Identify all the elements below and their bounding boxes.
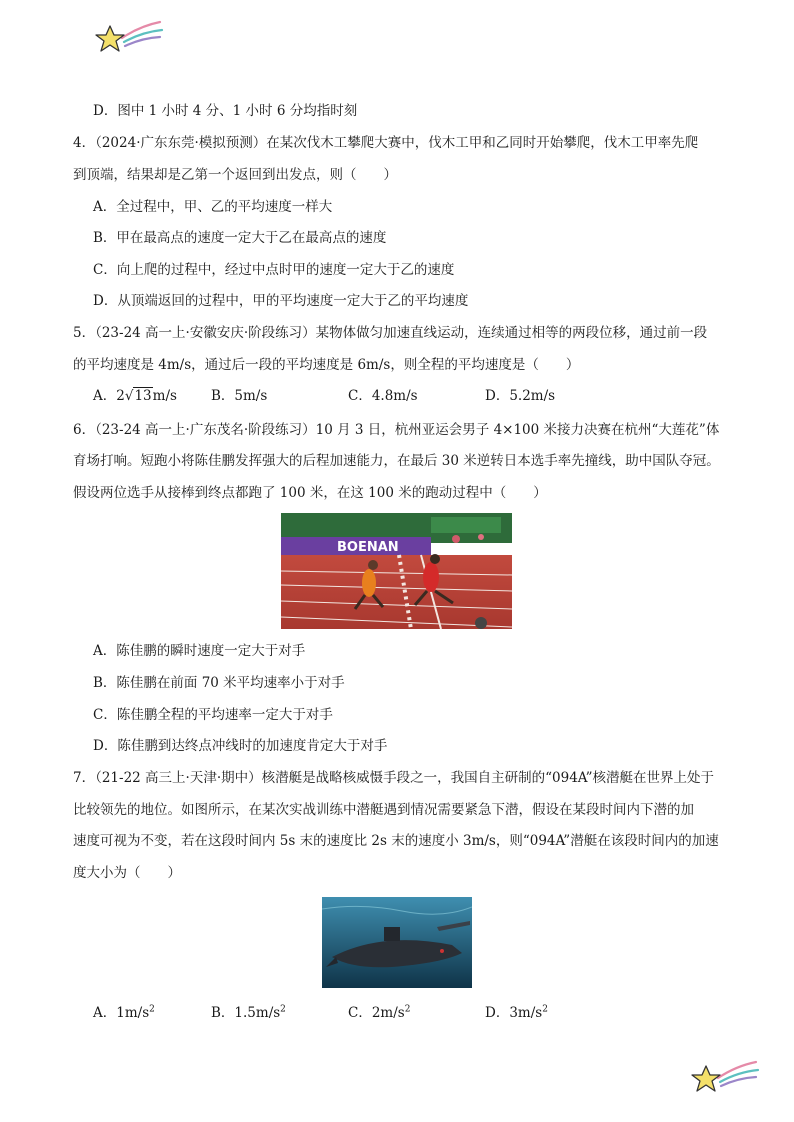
- q3-option-d: D．图中 1 小时 4 分、1 小时 6 分均指时刻: [93, 103, 358, 119]
- q7-option-a-sup: 2: [149, 1004, 155, 1015]
- q6-stem-line3: 假设两位选手从接棒到终点都跑了 100 米，在这 100 米的跑动过程中（ ）: [73, 485, 547, 501]
- q7-option-a-text: A．1m/s: [93, 1005, 150, 1021]
- q5-option-a-radicand: 13: [134, 388, 152, 404]
- q4-stem-line2: 到顶端，结果却是乙第一个返回到出发点，则（ ）: [73, 167, 397, 183]
- q7-option-d-text: D．3m/s: [485, 1005, 543, 1021]
- q5-option-c: C．4.8m/s: [348, 388, 418, 404]
- q7-option-c-text: C．2m/s: [348, 1005, 405, 1021]
- q4-option-a: A．全过程中，甲、乙的平均速度一样大: [93, 199, 333, 215]
- banner-text: BOENAN: [337, 540, 399, 555]
- q6-stem-line2: 育场打响。短跑小将陈佳鹏发挥强大的后程加速能力，在最后 30 米逆转日本选手率先撞线，助中国队夺冠。: [73, 453, 720, 469]
- submarine-photo: [322, 897, 472, 988]
- q7-option-c: [348, 1004, 485, 1022]
- q5-stem-line2: 的平均速度是 4m/s，通过后一段的平均速度是 6m/s，则全程的平均速度是（ ）: [73, 357, 580, 373]
- q7-options-row: [93, 1004, 548, 1022]
- q5-option-a-coef: 2: [116, 388, 125, 404]
- q4-stem-line1: 4．（2024·广东东莞·模拟预测）在某次伐木工攀爬大赛中，伐木工甲和乙同时开始攀爬，伐木工甲率先爬: [73, 135, 699, 151]
- shooting-star-icon-bottom: [688, 1058, 760, 1098]
- sqrt-symbol: √13: [124, 388, 152, 404]
- q7-stem-line1: 7．（21-22 高三上·天津·期中）核潜艇是战略核威慑手段之一，我国自主研制的“094A”核潜艇在世界上处于: [73, 770, 714, 786]
- q6-option-b: B．陈佳鹏在前面 70 米平均速率小于对手: [93, 675, 345, 691]
- shooting-star-icon-top: [92, 18, 164, 58]
- q5-stem-line1: 5．（23-24 高一上·安徽安庆·阶段练习）某物体做匀加速直线运动，连续通过相等的两段位移，通过前一段: [73, 325, 708, 341]
- q6-option-c: C．陈佳鹏全程的平均速率一定大于对手: [93, 707, 333, 723]
- q4-option-b: B．甲在最高点的速度一定大于乙在最高点的速度: [93, 230, 387, 246]
- relay-race-illustration: [281, 513, 512, 629]
- q7-option-d-sup: 2: [542, 1004, 548, 1015]
- q7-option-c-sup: 2: [404, 1004, 411, 1015]
- relay-race-photo: [281, 513, 512, 629]
- q4-option-d: D．从顶端返回的过程中，甲的平均速度一定大于乙的平均速度: [93, 293, 469, 309]
- q4-option-c: C．向上爬的过程中，经过中点时甲的速度一定大于乙的速度: [93, 262, 455, 278]
- q6-option-d: D．陈佳鹏到达终点冲线时的加速度肯定大于对手: [93, 738, 388, 754]
- q5-option-d: D．5.2m/s: [485, 388, 556, 404]
- q7-option-b-text: B．1.5m/s: [211, 1005, 281, 1021]
- q7-option-b: [211, 1004, 348, 1022]
- q5-option-a-unit: m/s: [152, 388, 177, 404]
- q5-option-a-prefix: A．: [93, 388, 117, 404]
- q7-option-d: [485, 1004, 548, 1022]
- q7-option-b-sup: 2: [280, 1004, 286, 1015]
- q5-option-b: B．5m/s: [211, 388, 268, 404]
- q6-option-a: A．陈佳鹏的瞬时速度一定大于对手: [93, 643, 306, 659]
- q7-stem-line4: 度大小为（ ）: [73, 865, 181, 881]
- q5-options-row: [93, 387, 555, 405]
- q6-stem-line1: 6．（23-24 高一上·广东茂名·阶段练习）10 月 3 日，杭州亚运会男子 4×100 米接力决赛在杭州“大莲花”体: [73, 422, 720, 438]
- q7-stem-line3: 速度可视为不变，若在这段时间内 5s 末的速度比 2s 末的速度小 3m/s，则“094A”潜艇在该段时间内的加速: [73, 833, 719, 849]
- q7-option-a: [93, 1004, 211, 1022]
- submarine-illustration: [322, 897, 472, 988]
- q5-option-a: [93, 387, 211, 405]
- q7-stem-line2: 比较领先的地位。如图所示，在某次实战训练中潜艇遇到情况需要紧急下潜，假设在某段时间内下潜的加: [73, 802, 694, 818]
